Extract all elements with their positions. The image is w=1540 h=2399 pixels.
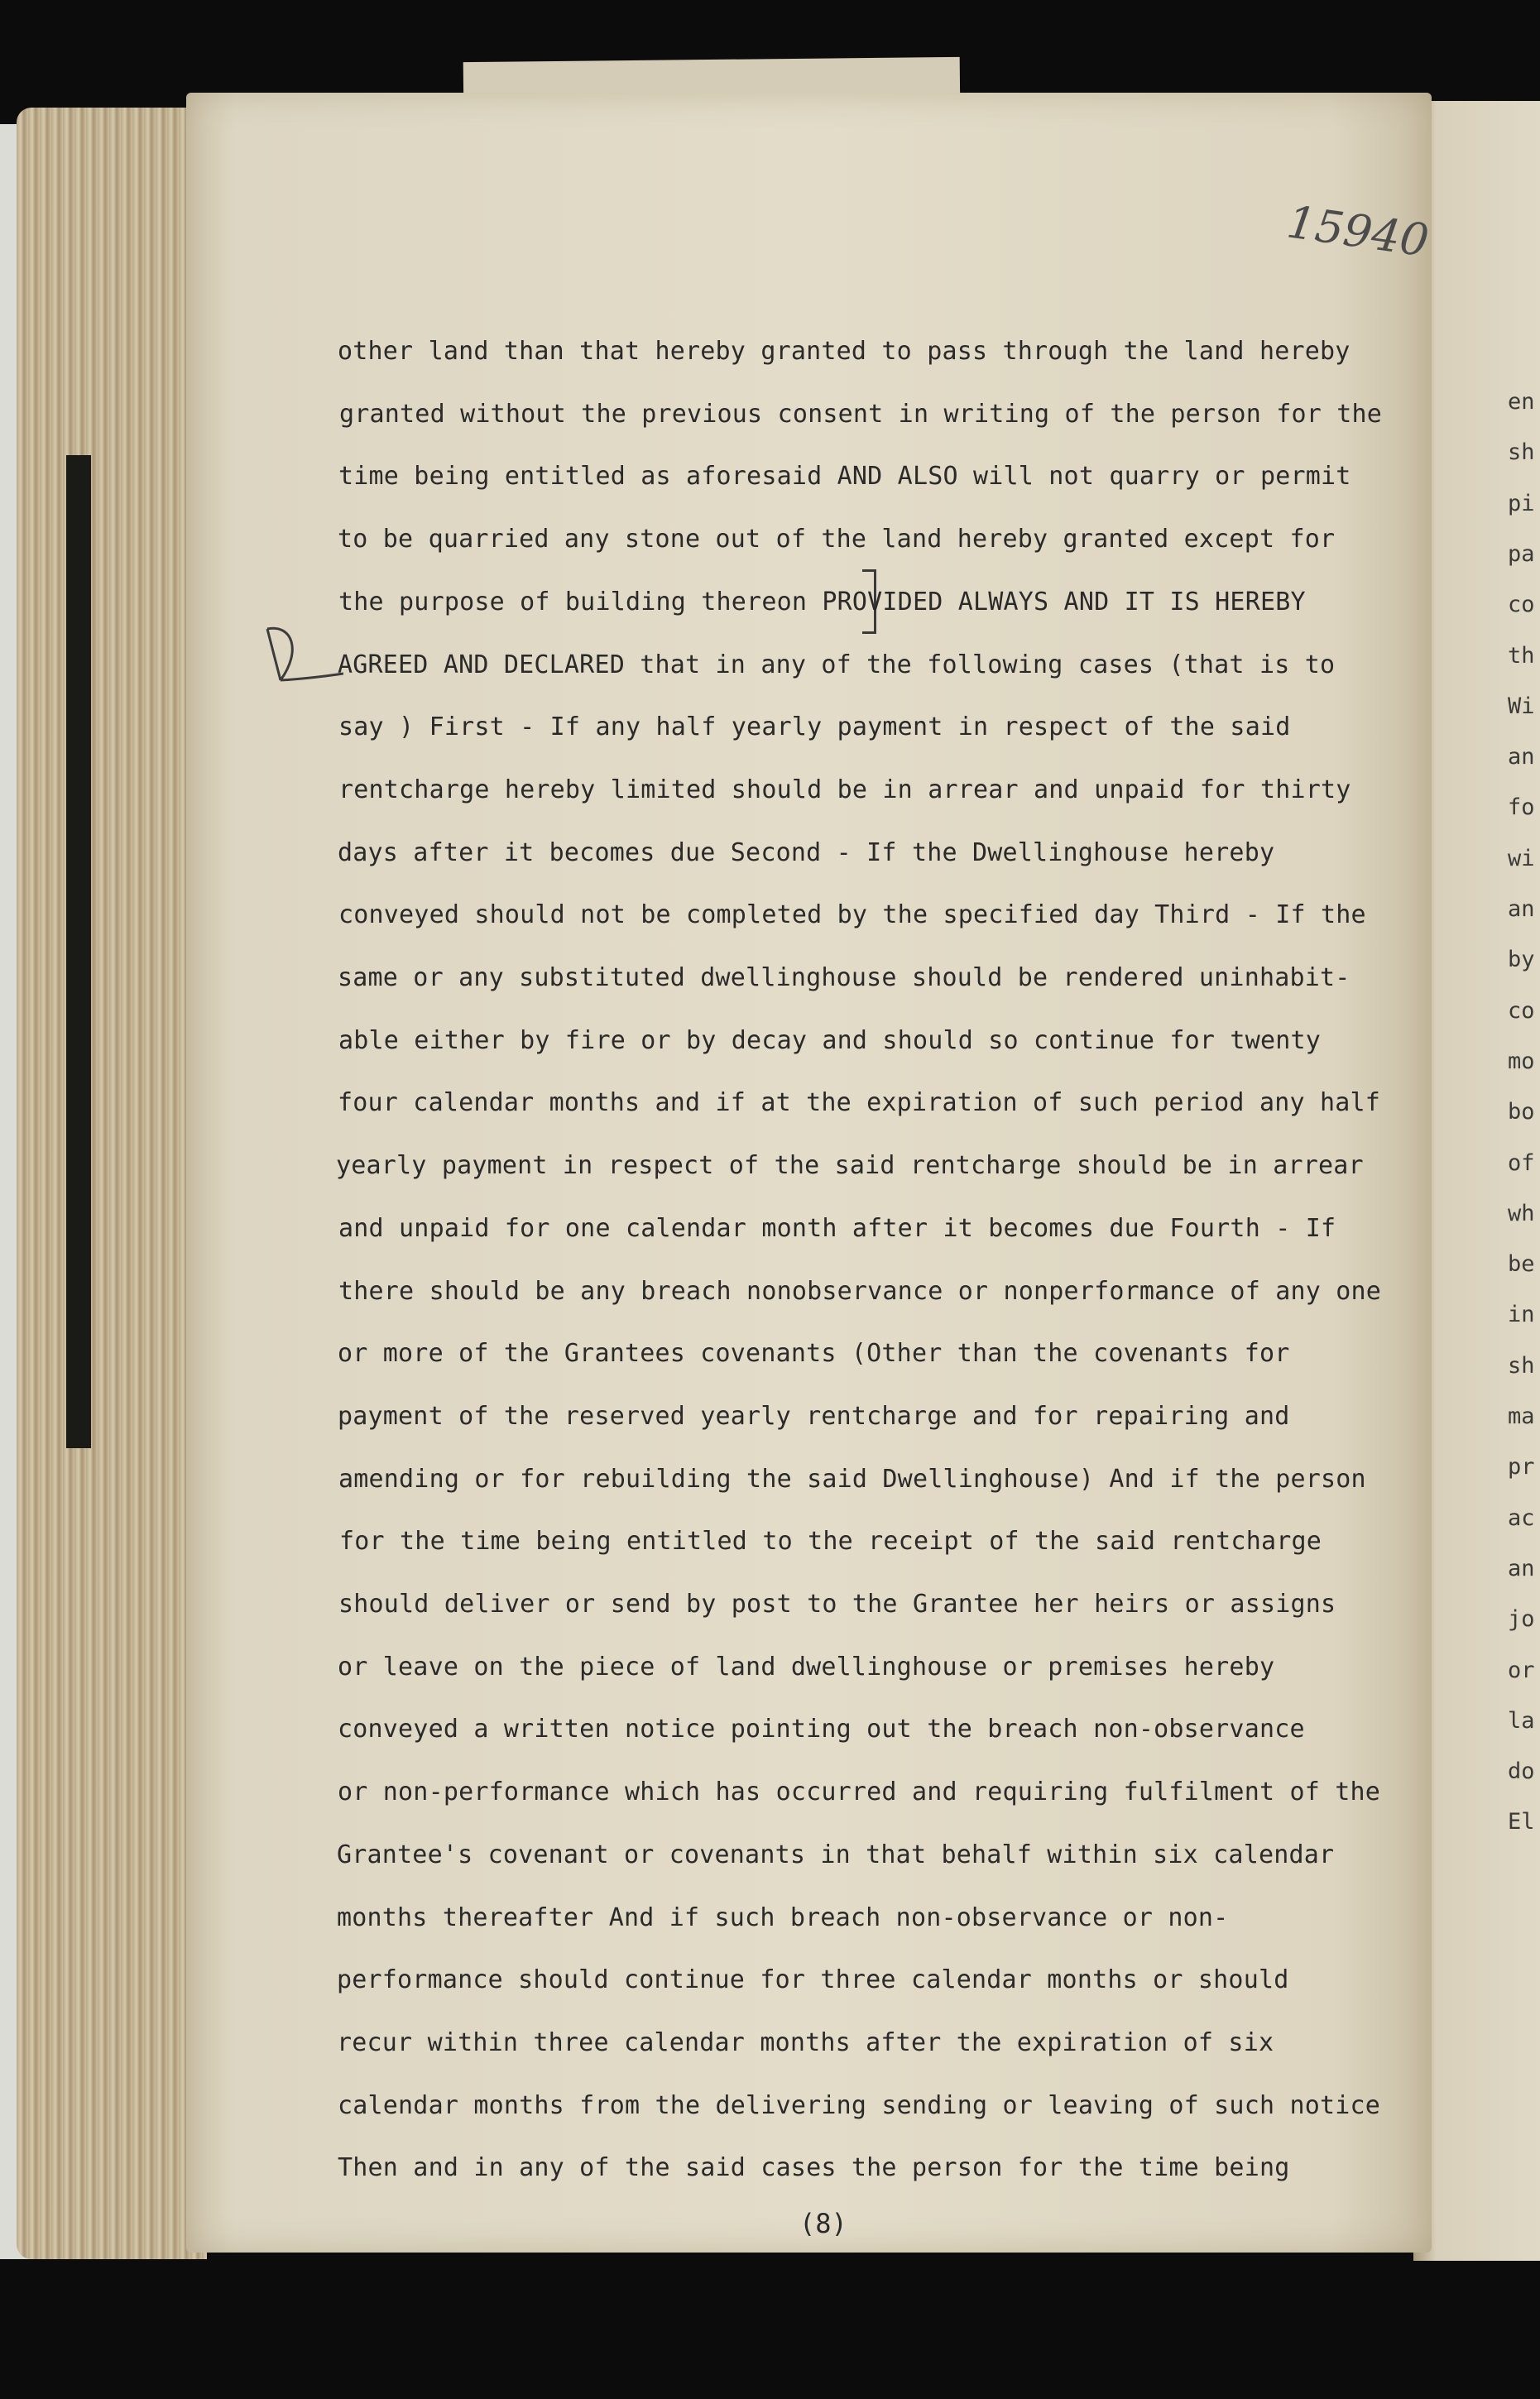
body-line: days after it becomes due Second - If the Dwellinghouse hereby bbox=[338, 838, 1275, 867]
facing-page-fragment: of bbox=[1508, 1150, 1535, 1176]
body-line: or more of the Grantees covenants (Other than the covenants for bbox=[338, 1339, 1290, 1368]
facing-page-fragment: Wi bbox=[1508, 693, 1535, 719]
body-line: or leave on the piece of land dwellinghouse or premises hereby bbox=[338, 1653, 1275, 1682]
facing-page-fragment: wi bbox=[1508, 846, 1535, 871]
facing-page-fragment: pi bbox=[1508, 491, 1535, 516]
body-line: the purpose of building thereon PROVIDED ALWAYS AND IT IS HEREBY bbox=[338, 588, 1306, 617]
facing-page-fragment: wh bbox=[1508, 1201, 1535, 1226]
facing-page-fragment: co bbox=[1508, 998, 1535, 1024]
body-line: payment of the reserved yearly rentcharge and for repairing and bbox=[338, 1402, 1290, 1431]
facing-page-fragment: fo bbox=[1508, 794, 1535, 820]
facing-page-fragment: mo bbox=[1508, 1048, 1535, 1074]
page-footer-number: (8) bbox=[799, 2208, 847, 2239]
body-line: same or any substituted dwellinghouse should be rendered uninhabit- bbox=[338, 963, 1350, 992]
facing-page-fragment: in bbox=[1508, 1302, 1535, 1327]
facing-page-fragment: an bbox=[1508, 744, 1535, 770]
body-line: to be quarried any stone out of the land hereby granted except for bbox=[338, 525, 1336, 554]
facing-page-fragment: an bbox=[1508, 896, 1535, 922]
facing-page-fragment: pa bbox=[1508, 541, 1535, 567]
margin-pencil-mark bbox=[252, 612, 343, 703]
handwritten-page-number: 15940 bbox=[1283, 195, 1432, 267]
facing-page-fragment: th bbox=[1508, 643, 1535, 669]
body-line: AGREED AND DECLARED that in any of the following cases (that is to bbox=[338, 650, 1336, 679]
facing-page-fragment: do bbox=[1508, 1758, 1535, 1784]
facing-page-fragment: jo bbox=[1508, 1606, 1535, 1632]
body-line: conveyed a written notice pointing out the breach non-observance bbox=[338, 1715, 1305, 1744]
body-line: Then and in any of the said cases the person for the time being bbox=[338, 2153, 1290, 2182]
facing-page-fragment: be bbox=[1508, 1251, 1535, 1277]
facing-page-fragment: pr bbox=[1508, 1454, 1535, 1480]
body-line: yearly payment in respect of the said rentcharge should be in arrear bbox=[336, 1151, 1364, 1180]
body-line: conveyed should not be completed by the specified day Third - If the bbox=[338, 900, 1366, 929]
facing-page-fragment: or bbox=[1508, 1658, 1535, 1683]
body-line: time being entitled as aforesaid AND ALSO will not quarry or permit bbox=[338, 462, 1351, 491]
body-line: say ) First - If any half yearly payment in respect of the said bbox=[338, 713, 1291, 741]
facing-page-fragment: co bbox=[1508, 592, 1535, 617]
body-line: Grantee's covenant or covenants in that behalf within six calendar bbox=[337, 1840, 1335, 1869]
facing-page-fragment: en bbox=[1508, 389, 1535, 415]
body-line: able either by fire or by decay and should so continue for twenty bbox=[338, 1026, 1321, 1055]
body-line: four calendar months and if at the expiration of such period any half bbox=[338, 1088, 1381, 1117]
facing-page-fragment: ac bbox=[1508, 1505, 1535, 1531]
facing-page-fragment: sh bbox=[1508, 1353, 1535, 1379]
book-page-edges bbox=[17, 108, 207, 2259]
body-line: other land than that hereby granted to pass through the land hereby bbox=[338, 337, 1350, 366]
facing-page-fragment: an bbox=[1508, 1556, 1535, 1581]
facing-page-fragment: ma bbox=[1508, 1403, 1535, 1429]
body-line: there should be any breach nonobservance or nonperformance of any one bbox=[338, 1277, 1382, 1306]
body-line: amending or for rebuilding the said Dwellinghouse) And if the person bbox=[338, 1465, 1366, 1494]
body-line: months thereafter And if such breach non-observance or non- bbox=[337, 1903, 1229, 1932]
body-line: should deliver or send by post to the Grantee her heirs or assigns bbox=[338, 1590, 1336, 1619]
body-line: performance should continue for three calendar months or should bbox=[337, 1965, 1289, 1994]
facing-page-fragment: El bbox=[1508, 1809, 1535, 1835]
facing-page-fragment: by bbox=[1508, 947, 1535, 972]
body-line: granted without the previous consent in writing of the person for the bbox=[339, 400, 1383, 429]
facing-page-fragment: sh bbox=[1508, 439, 1535, 465]
body-line: or non-performance which has occurred and requiring fulfilment of the bbox=[338, 1778, 1381, 1806]
facing-page-fragment: bo bbox=[1508, 1099, 1535, 1125]
body-line: rentcharge hereby limited should be in arrear and unpaid for thirty bbox=[338, 775, 1351, 804]
body-line: recur within three calendar months after the expiration of six bbox=[337, 2028, 1274, 2057]
facing-page-fragment: la bbox=[1508, 1708, 1535, 1734]
body-line: for the time being entitled to the receipt of the said rentcharge bbox=[339, 1527, 1322, 1556]
facing-page bbox=[1413, 101, 1540, 2261]
body-line: calendar months from the delivering sending or leaving of such notice bbox=[338, 2091, 1381, 2120]
body-line: and unpaid for one calendar month after it becomes due Fourth - If bbox=[338, 1214, 1336, 1243]
